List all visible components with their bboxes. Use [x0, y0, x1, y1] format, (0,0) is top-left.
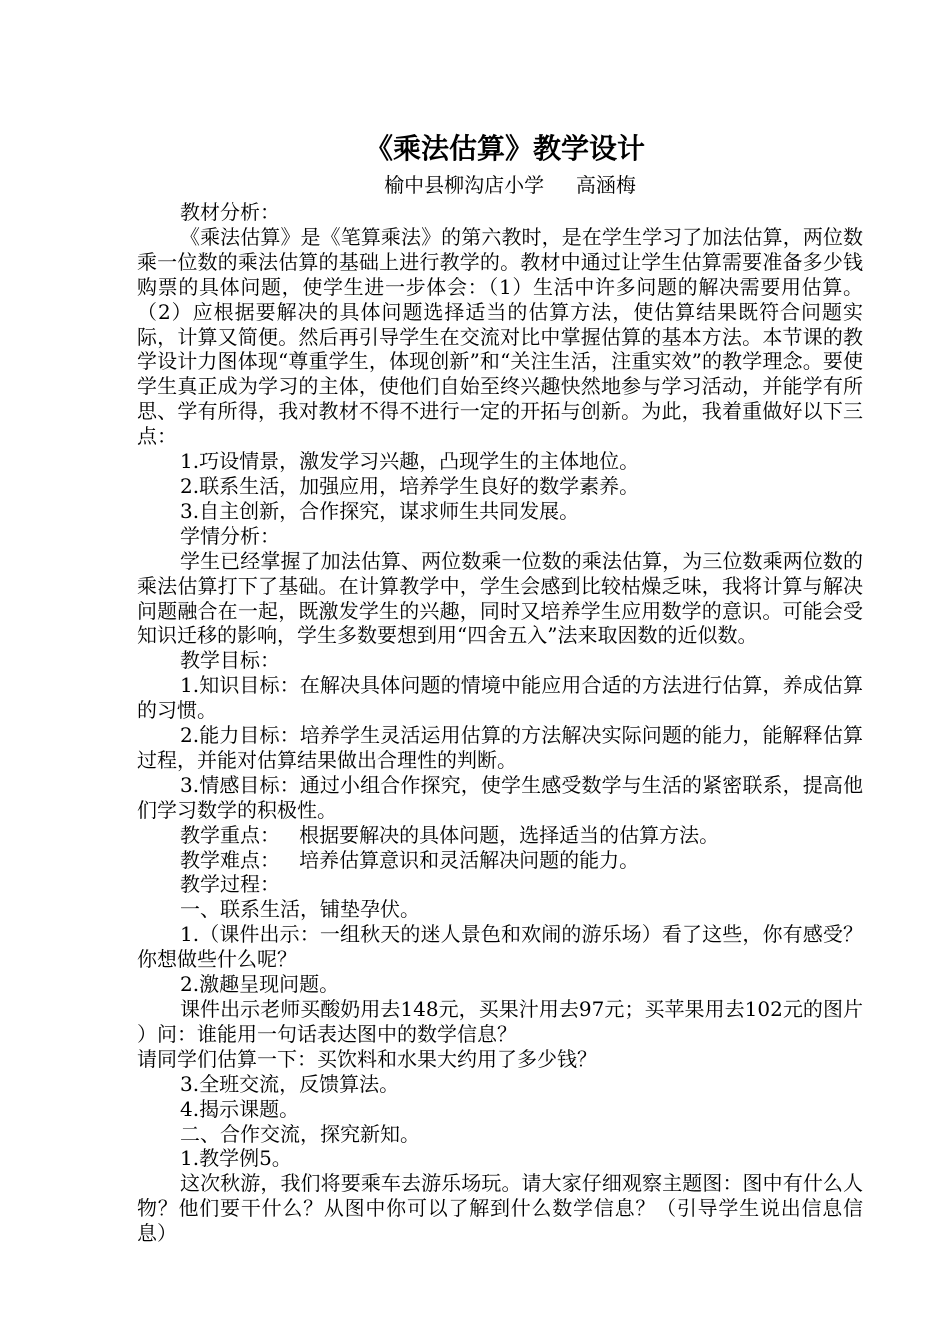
list-item: 2.联系生活，加强应用，培养学生良好的数学素养。: [180, 473, 640, 498]
document-author: 榆中县柳沟店小学 高涵梅: [384, 173, 636, 197]
list-item: 2.能力目标：培养学生灵活运用估算的方法解决实际问题的能力，能解释估算过程，并能对估算结果做出合理性的判断。: [137, 723, 863, 772]
list-item: 1.教学例5。: [180, 1146, 292, 1171]
section-heading: 学情分析：: [180, 523, 280, 548]
document-body: [137, 200, 876, 1246]
paragraph: 请同学们估算一下：买饮料和水果大约用了多少钱？: [137, 1046, 597, 1071]
section-heading: 教材分析：: [180, 200, 280, 224]
list-item: 2.激趣呈现问题。: [180, 972, 340, 997]
paragraph: 课件出示老师买酸奶用去148元，买果汁用去97元；买苹果用去102元的图片 ）问：谁能用一句话表达图中的数学信息？: [137, 997, 876, 1046]
section-heading: 教学过程：: [180, 872, 280, 897]
list-item: 3.全班交流，反馈算法。: [180, 1071, 400, 1096]
list-item: 3.自主创新，合作探究，谋求师生共同发展。: [180, 498, 580, 523]
subsection-heading: 一、联系生活，铺垫孕伏。: [180, 897, 420, 922]
paragraph: 这次秋游，我们将要乘车去游乐场玩。请大家仔细观察主题图：图中有什么人物？他们要干什么？从图中你可以了解到什么数学信息？（引导学生说出信息信息）: [137, 1171, 863, 1246]
document-page: [137, 128, 876, 1246]
subsection-heading: 二、合作交流，探究新知。: [180, 1121, 420, 1146]
list-item: 4.揭示课题。: [180, 1096, 300, 1121]
list-item: 1.知识目标：在解决具体问题的情境中能应用合适的方法进行估算，养成估算的习惯。: [137, 673, 863, 723]
paragraph: 教学重点： 根据要解决的具体问题，选择适当的估算方法。: [180, 822, 720, 847]
paragraph: 《乘法估算》是《笔算乘法》的第六教时，是在学生学习了加法估算，两位数乘一位数的乘法估算的基础上进行教学的。教材中通过让学生估算需要准备多少钱购票的具体问题，使学生进一步体会：（1）生活中许多问题的解决需要用估算。（2）应根据要解决的具体问题选择适当的估算方法，使估算结果既符合问题实际，计算又简便。然后再引导学生在交流对比中掌握估算的基本方法。本节课的教学设计力图体现“尊重学生，体现创新”和“关注生活，注重实效”的教学理念。要使学生真正成为学习的主体，使他们自始至终兴趣快然地参与学习活动，并能学有所思、学有所得，我对教材不得不进行一定的开拓与创新。为此，我着重做好以下三点：: [137, 224, 863, 449]
list-item: 1.巧设情景，激发学习兴趣，凸现学生的主体地位。: [180, 449, 640, 474]
list-item: 1.（课件出示：一组秋天的迷人景色和欢闹的游乐场）看了这些，你有感受？你想做些什么呢？: [137, 922, 863, 972]
paragraph: 教学难点： 培养估算意识和灵活解决问题的能力。: [180, 847, 640, 872]
section-heading: 教学目标：: [180, 648, 280, 673]
document-title: 《乘法估算》教学设计: [364, 132, 645, 165]
list-item: 3.情感目标：通过小组合作探究，使学生感受数学与生活的紧密联系，提高他们学习数学的积极性。: [137, 772, 863, 822]
paragraph: 学生已经掌握了加法估算、两位数乘一位数的乘法估算，为三位数乘两位数的乘法估算打下了基础。在计算教学中，学生会感到比较枯燥乏味，我将计算与解决问题融合在一起，既激发学生的兴趣，同时又培养学生应用数学的意识。可能会受知识迁移的影响，学生多数要想到用“四舍五入”法来取因数的近似数。: [137, 548, 863, 648]
